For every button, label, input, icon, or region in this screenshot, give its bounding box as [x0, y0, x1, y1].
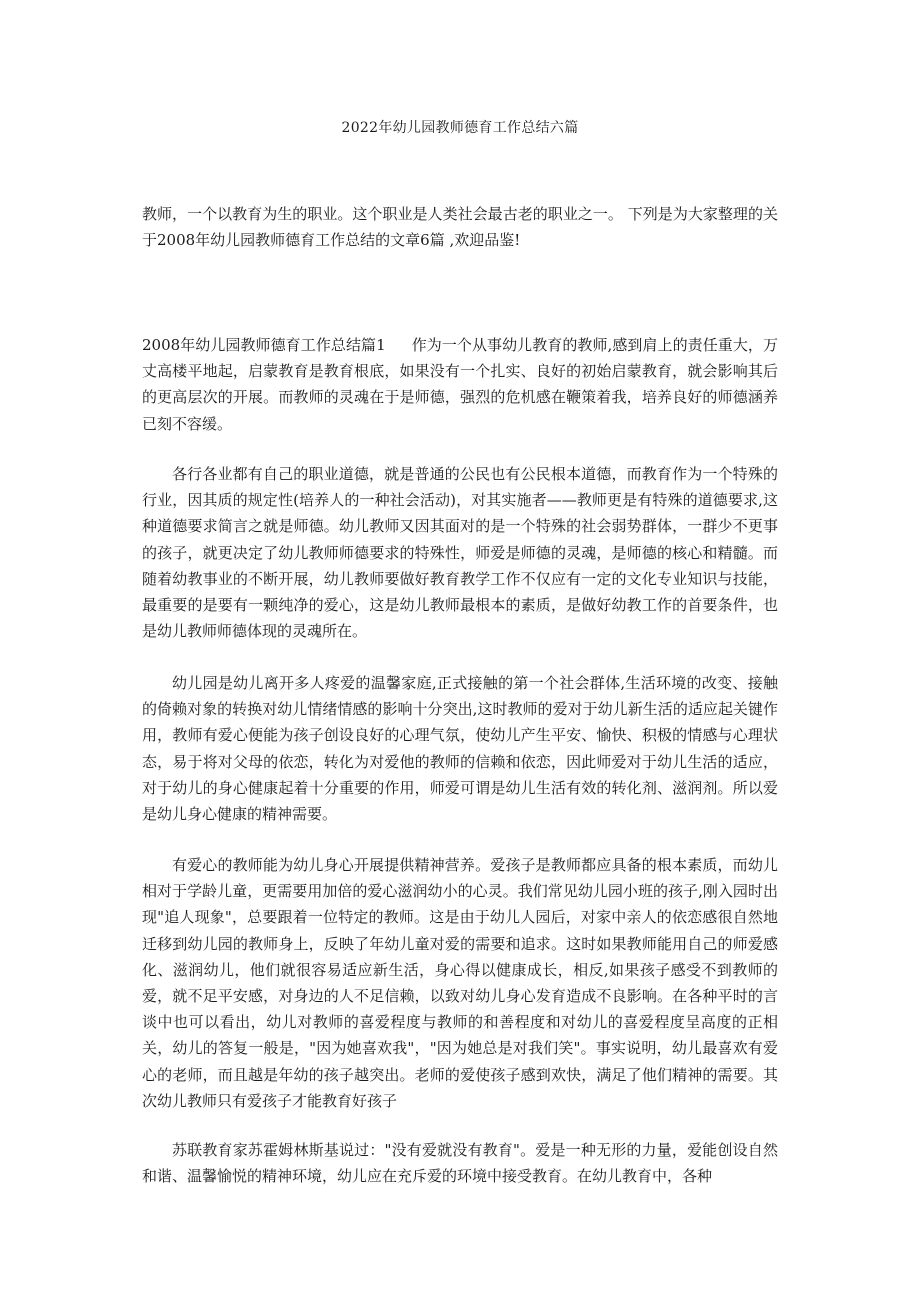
- intro-paragraph: 教师，一个以教育为生的职业。这个职业是人类社会最古老的职业之一。 下列是为大家整理的关于2008年幼儿园教师德育工作总结的文章6篇 ,欢迎品鉴!: [142, 205, 778, 250]
- body-paragraph-4: 苏联教育家苏霍姆林斯基说过："没有爱就没有教育"。爱是一种无形的力量，爱能创设自然和谐、温馨愉悦的精神环境，幼儿应在充斥爱的环境中接受教育。在幼儿教育中，各种: [142, 1141, 778, 1186]
- section-1-text: 作为一个从事幼儿教育的教师,感到肩上的责任重大，万丈高楼平地起，启蒙教育是教育根底，如果没有一个扎实、良好的初始启蒙教育，就会影响其后的更高层次的开展。而教师的灵魂在于是师德，强烈的危机感在鞭策着我，培养良好的师德涵养已刻不容缓。: [142, 336, 778, 433]
- body-paragraph-3: 有爱心的教师能为幼儿身心开展提供精神营养。爱孩子是教师都应具备的根本素质，而幼儿相对于学龄儿童，更需要用加倍的爱心滋润幼小的心灵。我们常见幼儿园小班的孩子,刚入园时出现"追人现象"，总要跟着一位特定的教师。这是由于幼儿人园后，对家中亲人的依恋感很自然地迁移到幼儿园的教师身上，反映了年幼儿童对爱的需要和追求。这时如果教师能用自己的师爱感化、滋润幼儿，他们就很容易适应新生活，身心得以健康成长，相反,如果孩子感受不到教师的爱，就不足平安感，对身边的人不足信赖，以致对幼儿身心发育造成不良影响。在各种平时的言谈中也可以看出，幼儿对教师的喜爱程度与教师的和善程度和对幼儿的喜爱程度呈高度的正相关，幼儿的答复一般是，"因为她喜欢我"，"因为她总是对我们笑"。事实说明，幼儿最喜欢有爱心的老师，而且越是年幼的孩子越突出。老师的爱使孩子感到欢快，满足了他们精神的需要。其次幼儿教师只有爱孩子才能教育好孩子: [142, 856, 778, 1110]
- section-1-paragraph: [142, 332, 778, 437]
- body-paragraph-1: 各行各业都有自己的职业道德，就是普通的公民也有公民根本道德，而教育作为一个特殊的行业，因其质的规定性(培养人的一种社会活动)，对其实施者——教师更是有特殊的道德要求,这种道德要求简言之就是师德。幼儿教师又因其面对的是一个特殊的社会弱势群体，一群少不更事的孩子，就更决定了幼儿教师师德要求的特殊性，师爱是师德的灵魂，是师德的核心和精髓。而随着幼教事业的不断开展，幼儿教师要做好教育教学工作不仅应有一定的文化专业知识与技能，最重要的是要有一颗纯净的爱心，这是幼儿教师最根本的素质，是做好幼教工作的首要条件，也是幼儿教师师德体现的灵魂所在。: [142, 465, 778, 641]
- body-paragraph-2: 幼儿园是幼儿离开多人疼爱的温馨家庭,正式接触的第一个社会群体,生活环境的改变、接触的倚赖对象的转换对幼儿情绪情感的影响十分突出,这时教师的爱对于幼儿新生活的适应起关键作用，教师有爱心便能为孩子创设良好的心理气氛，使幼儿产生平安、愉快、积极的情感与心理状态，易于将对父母的依恋，转化为对爱他的教师的信赖和依恋，因此师爱对于幼儿生活的适应，对于幼儿的身心健康起着十分重要的作用，师爱可谓是幼儿生活有效的转化剂、滋润剂。所以爱是幼儿身心健康的精神需要。: [142, 674, 778, 824]
- document-title: 2022年幼儿园教师德育工作总结六篇: [341, 120, 579, 136]
- section-1-heading: 2008年幼儿园教师德育工作总结篇1: [142, 336, 386, 354]
